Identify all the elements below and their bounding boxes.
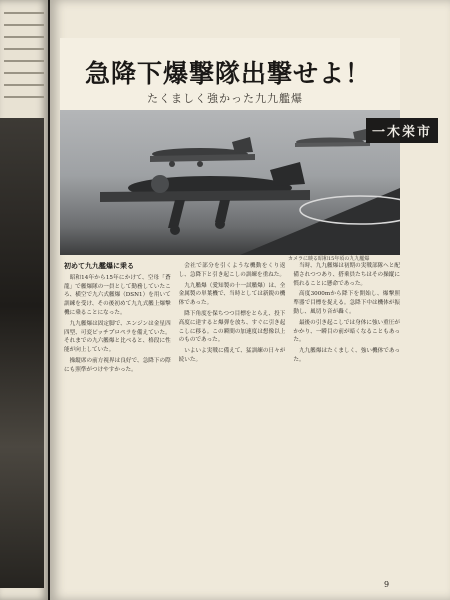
paragraph: 操縦席の前方視界は良好で、急降下の際にも照準がつけやすかった。 bbox=[64, 357, 171, 373]
facing-page bbox=[0, 0, 48, 600]
facing-page-text-line bbox=[4, 84, 44, 86]
aircraft-illustration bbox=[60, 110, 400, 255]
article-body bbox=[64, 262, 400, 562]
paragraph: 九九艦爆はたくましく、強い機体であった。 bbox=[293, 348, 401, 363]
page-number: 9 bbox=[384, 580, 390, 589]
facing-page-text-line bbox=[4, 36, 44, 38]
paragraph: 最後の引き起こしでは身体に強い重圧がかかり、一瞬目の前が暗くなることもあった。 bbox=[293, 319, 401, 344]
facing-page-text-line bbox=[4, 12, 44, 14]
facing-page-text-line bbox=[4, 96, 44, 98]
lead-aircraft bbox=[100, 162, 310, 235]
paragraph: 九九艦爆は固定脚で、エンジンは金星四四型、可変ピッチプロペラを備えていた。それまでの九六艦爆と比べると、格段に性能が向上していた。 bbox=[64, 320, 171, 354]
facing-page-text-line bbox=[4, 48, 44, 50]
paragraph: 九九艦爆（愛知製の十一試艦爆）は、全金属製の単葉機で、当時としては新鋭の機体であった。 bbox=[178, 282, 286, 307]
section-heading: 初めて九九艦爆に乗る bbox=[64, 262, 134, 270]
facing-page-text-line bbox=[4, 72, 44, 74]
facing-page-photo bbox=[0, 118, 44, 588]
paragraph: 降下角度を保ちつつ目標をとらえ、投下高度に達すると爆弾を放ち、すぐに引き起こしに移る。この瞬間の加速度は想像以上のものであった。 bbox=[178, 310, 286, 344]
paragraph: いよいよ実戦に備えて、猛訓練の日々が続いた。 bbox=[178, 348, 286, 363]
text-column-3 bbox=[293, 262, 400, 562]
second-aircraft bbox=[150, 137, 255, 167]
facing-page-text-line bbox=[4, 24, 44, 26]
author-label: 一木栄市 bbox=[366, 118, 438, 143]
paragraph: 会社で部分を引くような機動をくり返し、急降下と引き起こしの訓練を重ねた。 bbox=[178, 263, 286, 278]
facing-page-text-line bbox=[4, 60, 44, 62]
aircraft-photo bbox=[60, 110, 400, 255]
third-aircraft bbox=[295, 129, 370, 147]
magazine-page bbox=[50, 0, 450, 600]
paragraph: 昭和14年から15年にかけて、空母「蒼龍」で艦爆隊の一員として勤務していたころ、横空で九六式艦爆（DSN1）を用いて訓練を受け、その後初めて九九式艦上爆撃機に乗ることになった。 bbox=[64, 274, 171, 316]
article-subheadline: たくましく強かった九九艦爆 bbox=[147, 92, 303, 105]
text-column-1 bbox=[64, 262, 171, 562]
photo-caption: カメラに映る昭和15年頃の九九艦爆 bbox=[288, 256, 370, 262]
text-column-2 bbox=[179, 262, 286, 562]
paragraph: 当時、九九艦爆は初期の実戦部隊へと配備されつつあり、搭乗員たちはその操縦に慣れることに懸命であった。 bbox=[293, 263, 401, 287]
paragraph: 高度3000mから降下を開始し、爆撃照準器で目標を捉える。急降下中は機体が振動し、風切り音が轟く。 bbox=[293, 291, 401, 315]
article-headline: 急降下爆撃隊出撃せよ！ bbox=[84, 59, 371, 88]
